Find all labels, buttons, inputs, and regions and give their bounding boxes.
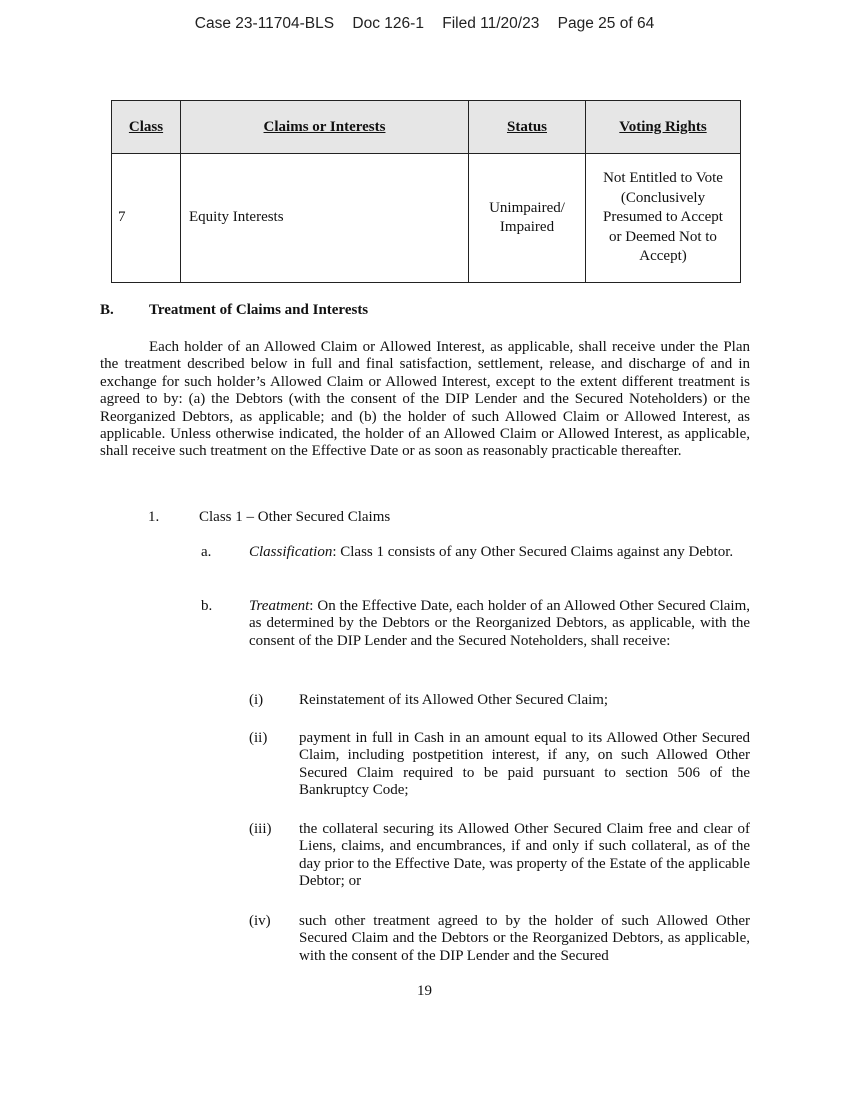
class-number: 1. (148, 509, 160, 525)
status-line-1: Unimpaired/ (489, 199, 565, 216)
column-header-voting-rights: Voting Rights (586, 101, 741, 154)
cell-class: 7 (112, 154, 181, 283)
option-text: such other treatment agreed to by the holder of such Allowed Other Secured Claim and the Debtors or the Reorganized Debtors, as applicable, with the consent of the DIP Lender and the Secured (299, 913, 750, 964)
section-paragraph: Each holder of an Allowed Claim or Allowed Interest, as applicable, shall receive under the Plan the treatment described below in full and final satisfaction, settlement, release, and discharge of and in exchange for such holder’s Allowed Claim or Allowed Interest, except to the extent different treatment is agreed to by: (a) the Debtors (with the consent of the DIP Lender and the Secured Noteholders) or the Reorganized Debtors, as applicable; and (b) the holder of such Allowed Claim or Allowed Interest, as applicable. Unless otherwise indicated, the holder of an Allowed Claim or Allowed Interest, as applicable, shall receive such treatment on the Effective Date or as soon as reasonably practicable thereafter. (100, 339, 750, 460)
page-number: 19 (417, 983, 432, 999)
option-label: (i) (249, 692, 264, 708)
voting-line: Presumed to Accept (603, 209, 723, 226)
voting-line: Not Entitled to Vote (603, 170, 723, 187)
subsection-label: b. (201, 598, 213, 614)
status-line-2: Impaired (499, 219, 555, 235)
voting-line: or Deemed Not to (609, 228, 717, 245)
cell-voting-rights (586, 154, 741, 283)
treatment-option (249, 913, 750, 965)
class-table (111, 100, 741, 283)
option-text: Reinstatement of its Allowed Other Secured Claim; (299, 692, 609, 708)
subsection-text (249, 544, 750, 561)
defined-term: Classification (249, 544, 333, 560)
treatment-option (249, 730, 750, 800)
treatment-option (249, 821, 750, 891)
subsection-label: a. (201, 544, 212, 560)
column-header-status: Status (469, 101, 586, 154)
cell-claims: Equity Interests (181, 154, 469, 283)
subsection-body: : On the Effective Date, each holder of an Allowed Other Secured Claim, as determined by the Debtors or the Reorganized Debtors, as applicable, with the consent of the DIP Lender and the Secured Noteholders, shall receive: (249, 598, 750, 649)
option-label: (ii) (249, 730, 268, 746)
section-title: Treatment of Claims and Interests (149, 302, 369, 318)
document-number: Doc 126-1 (352, 15, 424, 32)
subsection-text (249, 598, 750, 650)
table-row (112, 154, 741, 283)
class-heading (148, 509, 748, 526)
table-header-row (112, 101, 741, 154)
subsection-body: : Class 1 consists of any Other Secured Claims against any Debtor. (332, 544, 734, 560)
court-filing-header (0, 15, 849, 33)
voting-line: (Conclusively (620, 189, 706, 206)
case-number: Case 23-11704-BLS (194, 15, 335, 32)
section-number: B. (100, 302, 114, 318)
voting-line: Accept) (639, 248, 687, 265)
page-of-total: Page 25 of 64 (557, 15, 655, 32)
option-text: the collateral securing its Allowed Other Secured Claim free and clear of Liens, claims, and encumbrances, if and only if such collateral, as of the day prior to the Effective Date, was property of the Estate of the applicable Debtor; or (299, 821, 750, 890)
class-title: Class 1 – Other Secured Claims (199, 509, 391, 525)
subsection-treatment (201, 598, 750, 650)
section-heading (100, 302, 750, 319)
subsection-classification (201, 544, 750, 561)
filed-date: Filed 11/20/23 (442, 15, 540, 32)
treatment-option (249, 692, 750, 709)
column-header-claims: Claims or Interests (181, 101, 469, 154)
option-label: (iii) (249, 821, 272, 837)
defined-term: Treatment (249, 598, 310, 614)
column-header-class: Class (112, 101, 181, 154)
option-label: (iv) (249, 913, 271, 929)
option-text: payment in full in Cash in an amount equal to its Allowed Other Secured Claim, including postpetition interest, if any, on such Allowed Other Secured Claim required to be paid pursuant to section 506 of the Bankruptcy Code; (299, 730, 750, 799)
cell-status (469, 154, 586, 283)
